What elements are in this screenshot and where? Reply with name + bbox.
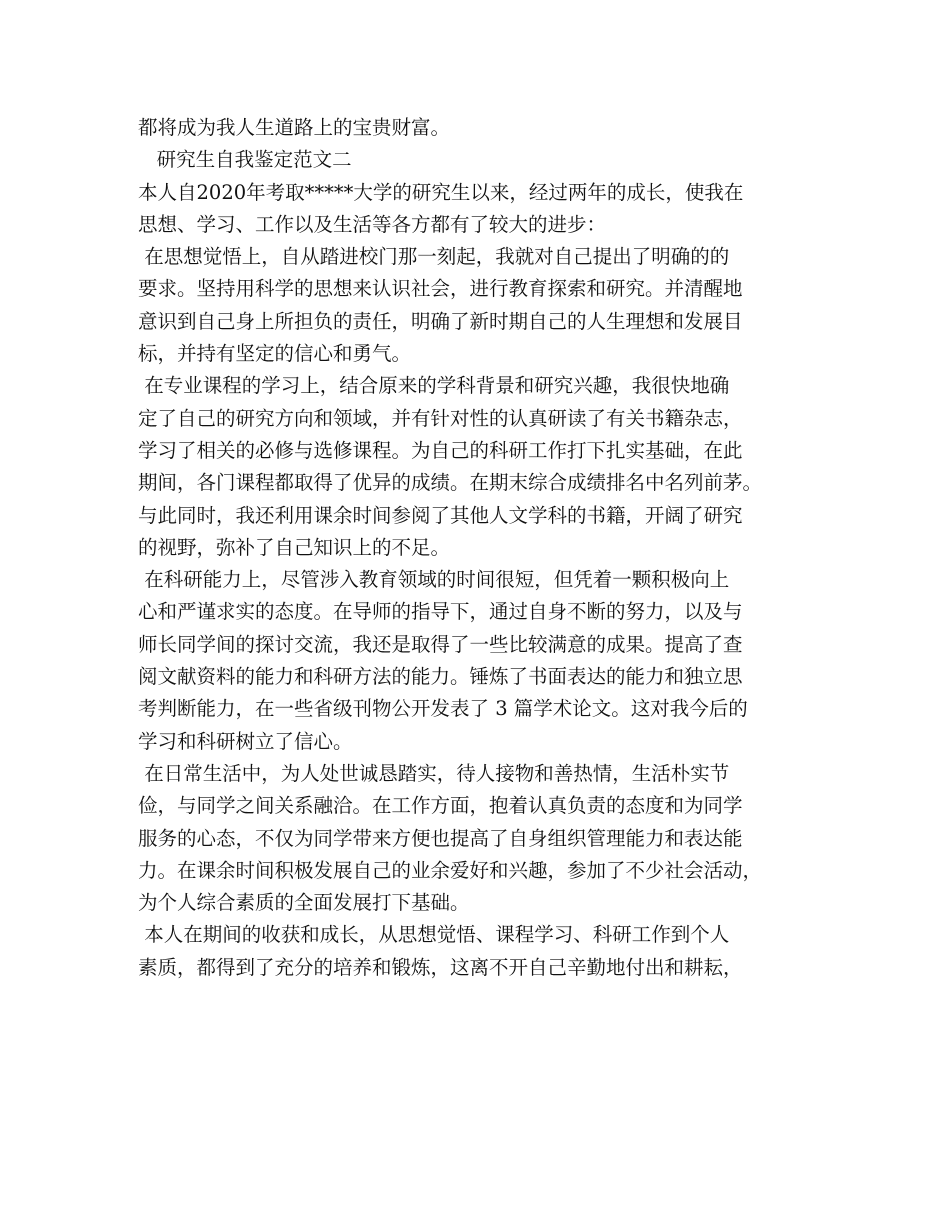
text-line: 为个人综合素质的全面发展打下基础。 xyxy=(138,891,470,915)
text-line: 都将成为我人生道路上的宝贵财富。 xyxy=(138,116,451,139)
text-line: 定了自己的研究方向和领域，并有针对性的认真研读了有关书籍杂志， xyxy=(138,406,743,430)
text-line: 在日常生活中，为人处世诚恳踏实，待人接物和善热情，生活朴实节 xyxy=(138,761,730,785)
text-line: 思想、学习、工作以及生活等各方都有了较大的进步： xyxy=(138,212,607,236)
text-line: 在专业课程的学习上，结合原来的学科背景和研究兴趣，我很快地确 xyxy=(138,374,730,398)
text-line: 师长同学间的探讨交流，我还是取得了一些比较满意的成果。提高了查 xyxy=(138,632,743,656)
text-line: 标，并持有坚定的信心和勇气。 xyxy=(138,342,412,366)
text-line: 学习了相关的必修与选修课程。为自己的科研工作打下扎实基础，在此 xyxy=(138,438,743,462)
text-line: 考判断能力，在一些省级刊物公开发表了 3 篇学术论文。这对我今后的 xyxy=(138,697,748,721)
section-heading: 研究生自我鉴定范文二 xyxy=(138,148,352,172)
text-line: 在思想觉悟上，自从踏进校门那一刻起，我就对自己提出了明确的的 xyxy=(138,245,730,269)
text-line: 要求。坚持用科学的思想来认识社会，进行教育探索和研究。并清醒地 xyxy=(138,277,743,301)
text-line: 学习和科研树立了信心。 xyxy=(138,729,353,753)
text-line: 意识到自己身上所担负的责任，明确了新时期自己的人生理想和发展目 xyxy=(138,309,743,333)
text-line: 素质，都得到了充分的培养和锻炼，这离不开自己辛勤地付出和耕耘， xyxy=(138,955,743,979)
text-line: 本人自2020年考取*****大学的研究生以来，经过两年的成长，使我在 xyxy=(138,180,744,204)
text-line: 心和严谨求实的态度。在导师的指导下，通过自身不断的努力，以及与 xyxy=(138,600,743,624)
text-line: 俭，与同学之间关系融洽。在工作方面，抱着认真负责的态度和为同学 xyxy=(138,794,743,818)
text-line: 力。在课余时间积极发展自己的业余爱好和兴趣，参加了不少社会活动， xyxy=(138,858,763,882)
text-line: 期间，各门课程都取得了优异的成绩。在期末综合成绩排名中名列前茅。 xyxy=(138,471,763,495)
text-line: 本人在期间的收获和成长，从思想觉悟、课程学习、科研工作到个人 xyxy=(138,923,730,947)
text-line: 在科研能力上，尽管涉入教育领域的时间很短，但凭着一颗积极向上 xyxy=(138,568,730,592)
document-body xyxy=(138,112,828,984)
text-line: 与此同时，我还利用课余时间参阅了其他人文学科的书籍，开阔了研究 xyxy=(138,503,743,527)
text-line: 服务的心态，不仅为同学带来方便也提高了自身组织管理能力和表达能 xyxy=(138,826,743,850)
text-line: 的视野，弥补了自己知识上的不足。 xyxy=(138,535,451,559)
text-line: 阅文献资料的能力和科研方法的能力。锤炼了书面表达的能力和独立思 xyxy=(138,665,743,689)
